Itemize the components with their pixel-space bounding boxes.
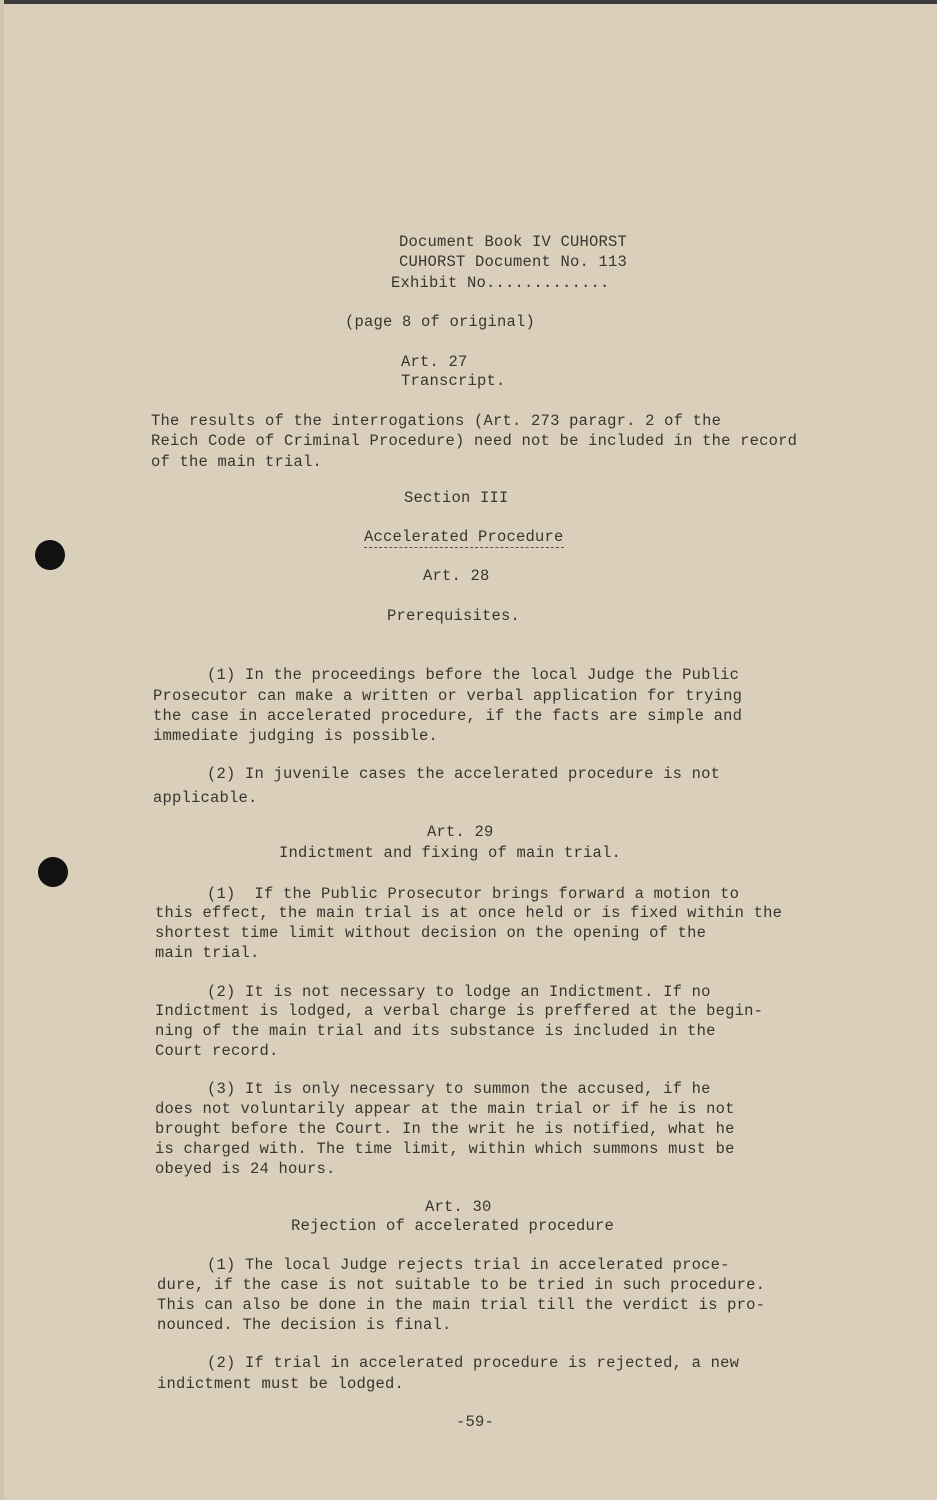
art28-title: Art. 28 [423, 567, 490, 585]
art29-p3-line: obeyed is 24 hours. [155, 1160, 336, 1178]
art29-title: Art. 29 [427, 823, 494, 841]
art29-p1-line: (1) If the Public Prosecutor brings forward a motion to [207, 885, 740, 903]
top-edge [4, 0, 937, 4]
page-of-original: (page 8 of original) [345, 313, 536, 331]
art29-p2-line: Indictment is lodged, a verbal charge is preffered at the begin- [155, 1002, 764, 1020]
art29-p3-line: is charged with. The time limit, within which summons must be [155, 1140, 735, 1158]
art29-p3-line: (3) It is only necessary to summon the accused, if he [207, 1080, 711, 1098]
art30-p2-line: (2) If trial in accelerated procedure is rejected, a new [207, 1354, 740, 1372]
art29-p1-line: main trial. [155, 944, 260, 962]
art30-p1-line: nounced. The decision is final. [157, 1316, 452, 1334]
art28-p2-line: applicable. [153, 789, 258, 807]
art28-p1-line: the case in accelerated procedure, if the facts are simple and [153, 707, 743, 725]
art30-p2-line: indictment must be lodged. [157, 1375, 405, 1393]
art28-p1-line: immediate judging is possible. [153, 727, 439, 745]
art29-p2-line: (2) It is not necessary to lodge an Indictment. If no [207, 983, 711, 1001]
art27-line: of the main trial. [151, 453, 323, 471]
art27-title: Art. 27 [401, 353, 468, 371]
art27-subtitle: Transcript. [401, 372, 506, 390]
document-number-line: CUHORST Document No. 113 [399, 253, 628, 271]
section-title: Section III [404, 489, 509, 507]
exhibit-line: Exhibit No............. [391, 274, 610, 292]
art30-title: Art. 30 [425, 1198, 492, 1216]
art28-subtitle: Prerequisites. [387, 607, 521, 625]
section-heading-text: Accelerated Procedure [364, 528, 564, 546]
section-heading [364, 527, 564, 547]
punch-hole [35, 540, 65, 570]
document-book-line: Document Book IV CUHORST [399, 233, 628, 251]
page-number: -59- [456, 1413, 495, 1431]
art28-p1-line: Prosecutor can make a written or verbal application for trying [153, 687, 743, 705]
art28-p1-line: (1) In the proceedings before the local Judge the Public [207, 666, 740, 684]
art27-line: Reich Code of Criminal Procedure) need not be included in the record [151, 432, 798, 450]
art29-p1-line: shortest time limit without decision on the opening of the [155, 924, 707, 942]
art30-subtitle: Rejection of accelerated procedure [291, 1217, 615, 1235]
art30-p1-line: (1) The local Judge rejects trial in accelerated proce- [207, 1256, 730, 1274]
art28-p2-line: (2) In juvenile cases the accelerated procedure is not [207, 765, 721, 783]
art29-p1-line: this effect, the main trial is at once held or is fixed within the [155, 904, 783, 922]
punch-hole [38, 857, 68, 887]
art29-subtitle: Indictment and fixing of main trial. [279, 844, 622, 862]
art29-p2-line: ning of the main trial and its substance is included in the [155, 1022, 716, 1040]
art29-p2-line: Court record. [155, 1042, 279, 1060]
art29-p3-line: does not voluntarily appear at the main trial or if he is not [155, 1100, 735, 1118]
art29-p3-line: brought before the Court. In the writ he is notified, what he [155, 1120, 735, 1138]
art30-p1-line: This can also be done in the main trial till the verdict is pro- [157, 1296, 766, 1314]
art30-p1-line: dure, if the case is not suitable to be tried in such procedure. [157, 1276, 766, 1294]
art27-line: The results of the interrogations (Art. 273 paragr. 2 of the [151, 412, 722, 430]
